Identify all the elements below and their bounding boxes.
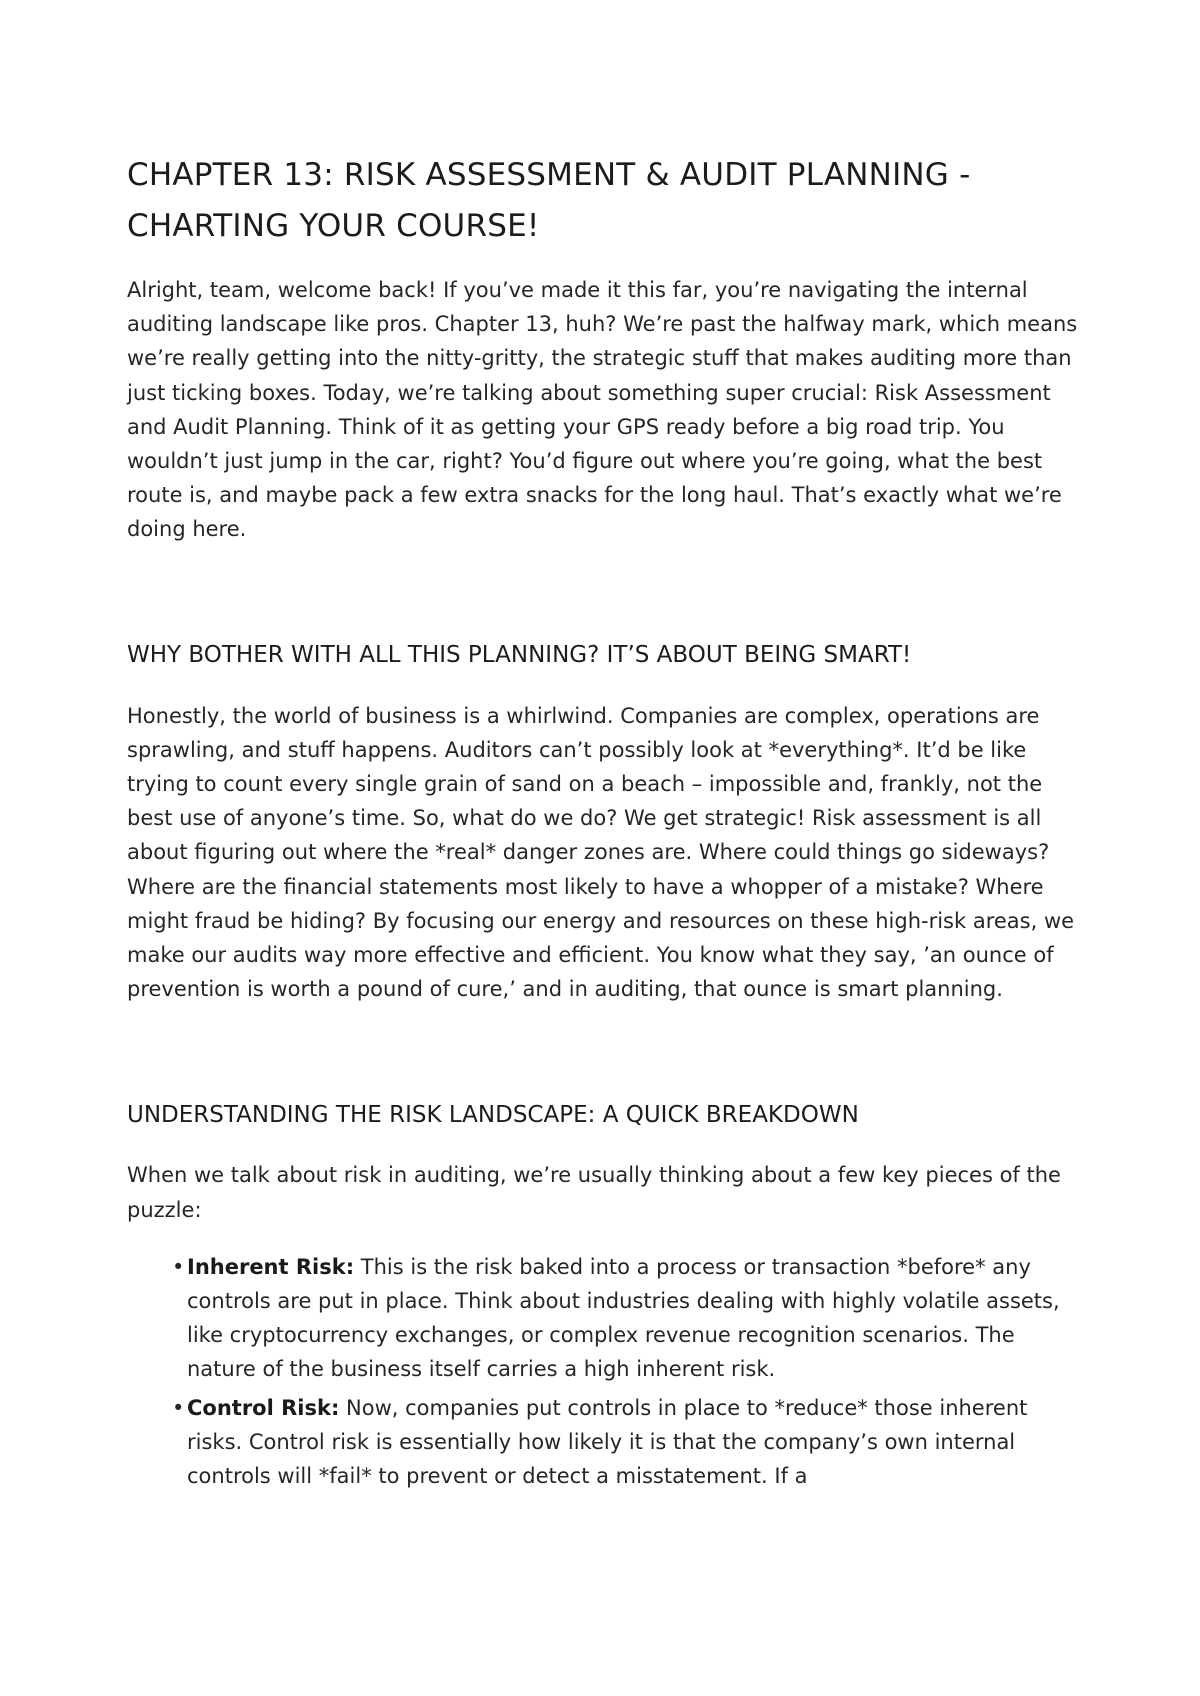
intro-paragraph: Alright, team, welcome back! If you’ve made it this far, you’re navigating the internal auditing landscape like pros. Chapter 13, huh? We’re past the halfway mark, which means we’re really getting into the nitty-gritty, the strategic stuff that makes auditing more than just ticking boxes. Today, we’re talking about something super crucial: Risk Assessment and Audit Planning. Think of it as getting your GPS ready before a big road trip. You wouldn’t just jump in the car, right? You’d figure out where you’re going, what the best route is, and maybe pack a few extra snacks for the long haul. That’s exactly what we’re doing here.: [127, 278, 1078, 542]
list-item-control-risk: [172, 1391, 1087, 1494]
document-page: [127, 150, 1087, 1497]
bullet-icon: •: [172, 1254, 185, 1279]
chapter-title: CHAPTER 13: RISK ASSESSMENT & AUDIT PLANNING - CHARTING YOUR COURSE!: [127, 157, 971, 244]
description-inherent-risk: This is the risk baked into a process or transaction *before* any controls are put in place. Think about industries dealing with highly volatile assets, like cryptocurrency exchanges, or complex revenue recognition scenarios. The nature of the business itself carries a high inherent risk.: [187, 1254, 1060, 1382]
bullet-icon: •: [172, 1395, 185, 1420]
term-control-risk: Control Risk:: [187, 1395, 340, 1420]
section-heading-risk-landscape: UNDERSTANDING THE RISK LANDSCAPE: A QUICK BREAKDOWN: [127, 1102, 859, 1129]
description-control-risk: Now, companies put controls in place to *reduce* those inherent risks. Control risk is essentially how likely it is that the company’s own internal controls will *fail* to prevent or detect a misstatement. If a: [187, 1395, 1028, 1489]
list-item-inherent-risk: [172, 1250, 1087, 1387]
risk-types-list: [127, 1250, 1087, 1493]
section-heading-why-bother: WHY BOTHER WITH ALL THIS PLANNING? IT’S ABOUT BEING SMART!: [127, 641, 912, 668]
section-paragraph-why-bother: Honestly, the world of business is a whirlwind. Companies are complex, operations are sprawling, and stuff happens. Auditors can’t possibly look at *everything*. It’d be like trying to count every single grain of sand on a beach – impossible and, frankly, not the best use of anyone’s time. So, what do we do? We get strategic! Risk assessment is all about figuring out where the *real* danger zones are. Where could things go sideways? Where are the financial statements most likely to have a whopper of a mistake? Where might fraud be hiding? By focusing our energy and resources on these high-risk areas, we make our audits way more effective and efficient. You know what they say, ’an ounce of prevention is worth a pound of cure,’ and in auditing, that ounce is smart planning.: [127, 703, 1075, 1002]
term-inherent-risk: Inherent Risk:: [187, 1254, 355, 1279]
section-paragraph-risk-landscape: When we talk about risk in auditing, we’re usually thinking about a few key pieces of the puzzle:: [127, 1163, 1061, 1222]
